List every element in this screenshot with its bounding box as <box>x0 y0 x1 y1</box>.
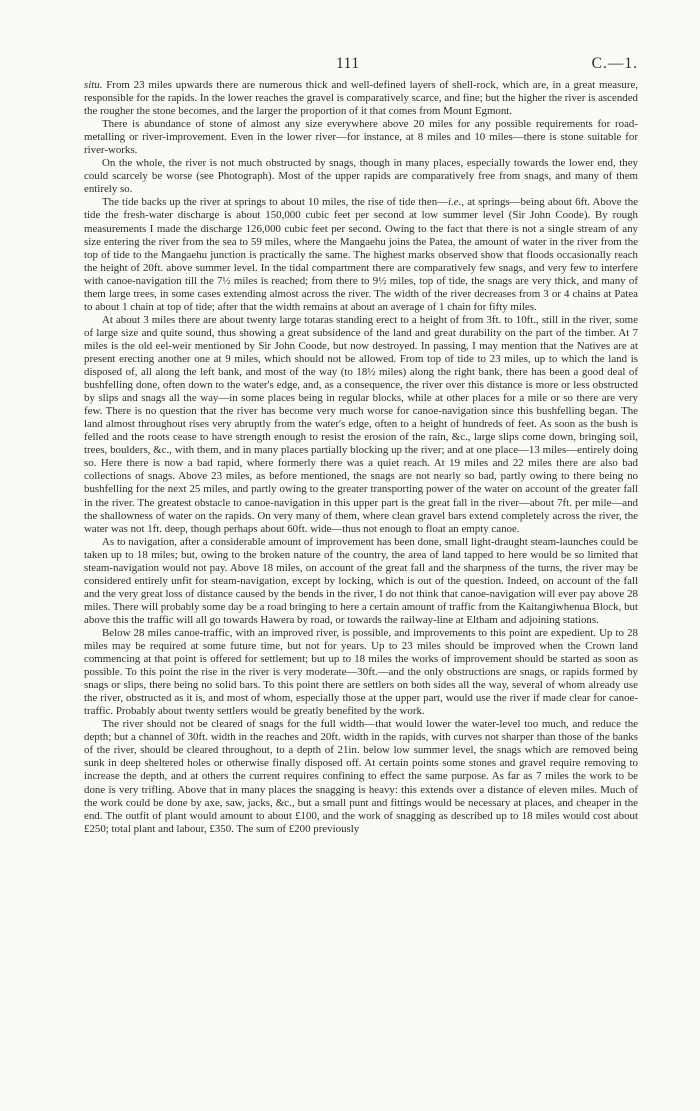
paragraph <box>84 718 638 835</box>
paragraph <box>84 118 638 157</box>
paragraph <box>84 79 638 118</box>
page-header <box>0 55 700 75</box>
italic-abbreviation: i.e. <box>448 196 462 209</box>
paragraph-text: The river should not be cleared of snags for the full width—that would lower the water-level too much, and reduce the depth; but a channel of 30ft. width in the reaches and 20ft. width in the rapids, with curves not sharper than those of the banks of the river, should be cleared throughout, to a depth of 21in. below low summer level, the snags which are removed being sunk in deep sheltered holes or otherwise finally disposed off. At certain points some stones and gravel require removing to increase the depth, and at others the current requires confining to effect the same purpose. As far as 7 miles the work to be done is very trifling. Above that in many places the snagging is heavy: this extends over a distance of eleven miles. Much of the work could be done by axe, saw, jacks, &c., but a small punt and fittings would be necessary at places, and cheaper in the end. The outfit of plant would amount to about £100, and the work of snagging as described up to 18 miles would cost about £250; total plant and labour, £350. The sum of £200 previously <box>84 718 638 835</box>
paragraph <box>84 157 638 196</box>
paragraph-text: , at springs—being about 6ft. Above the tide the fresh-water discharge is about 150,000 cubic feet per second at low summer level (Sir John Coode). By rough measurements I made the discharge 126,000 cubic feet per second. Owing to the fact that there is not a single stream of any size entering the river from the sea to 59 miles, where the Mangaehu joins the Patea, the amount of water in the river from the top of tide to the Mangaehu junction is practically the same. The highest marks observed show that floods occasionally reach the height of 20ft. above summer level. In the tidal compartment there are comparatively few snags, and very few to interfere with canoe-navigation till the 7½ miles is reached; from there to 9½ miles, top of tide, the snags are very thick, and many of them large trees, in some cases extending almost across the river. The width of the river decreases from 3 or 4 chains at Patea to about 1 chain at top of tide; after that the width remains at about an average of 1 chain for fifty miles. <box>84 196 638 313</box>
paragraph-text: On the whole, the river is not much obstructed by snags, though in many places, especially towards the lower end, they could scarcely be worse (see Photograph). Most of the upper rapids are comparatively free from snags, and many of them entirely so. <box>84 157 638 196</box>
paragraph-text: Below 28 miles canoe-traffic, with an improved river, is possible, and improvements to this point are expedient. Up to 28 miles may be required at some future time, but not for years. Up to 23 miles should be improved when the Crown land commencing at that point is offered for settlement; but up to 18 miles the works of improvement should be started as soon as possible. To this point the rise in the river is very moderate—30ft.—and the only obstructions are snags, or rapids formed by snags or slips, there being no solid bars. To this point there are settlers on both sides all the way, several of whom already use the river, obstructed as it is, and most of whom, especially those at the upper part, would use the river if made clear for canoe-traffic. Probably about twenty settlers would be greatly benefited by the work. <box>84 626 638 718</box>
paragraph-text: As to navigation, after a considerable amount of improvement has been done, small light-draught steam-launches could be taken up to 18 miles; but, owing to the broken nature of the country, the area of land tapped to here would be so limited that steam-navigation would not pay. Above 18 miles, on account of the great fall and the sharpness of the turns, the river may be considered entirely unfit for steam-navigation, except by locking, which is out of the question. Indeed, on account of the fall and the very great loss of distance caused by the bends in the river, I do not think that canoe-navigation will ever pay above 28 miles. There will probably some day be a road bringing to here a certain amount of traffic from the Kaitangiwhenua Block, but above this the traffic will all go towards Hawera by road, or towards the railway-line at Eltham and adjoining stations. <box>84 535 638 626</box>
paragraph <box>84 536 638 627</box>
paragraph-text: There is abundance of stone of almost any size everywhere above 20 miles for any possible requirements for road-metalling or river-improvement. Even in the lower river—for instance, at 8 miles and 10 miles—there is stone suitable for river-works. <box>84 118 638 157</box>
body-text <box>84 79 638 836</box>
paragraph-text: The tide backs up the river at springs to about 10 miles, the rise of tide then— <box>102 196 449 209</box>
italic-lead: situ. <box>84 79 103 91</box>
page-number: 111 <box>336 55 360 72</box>
paragraph <box>84 196 638 313</box>
paragraph <box>84 314 638 536</box>
paragraph-text: From 23 miles upwards there are numerous thick and well-defined layers of shell-rock, which are, in a great measure, responsible for the rapids. In the lower reaches the gravel is comparatively scarce, and fine; but the higher the river is ascended the rougher the stone becomes, and the larger the proportion of it that comes from Mount Egmont. <box>84 79 638 118</box>
paragraph-text: At about 3 miles there are about twenty large totaras standing erect to a height of from 3ft. to 10ft., still in the river, some of large size and quite sound, thus showing a great subsidence of the land and great durability on the part of the timber. At 7 miles is the old eel-weir mentioned by Sir John Coode, but now destroyed. In passing, I may mention that the Natives are at present erecting another one at 9 miles, which should not be allowed. From top of tide to 23 miles, up to which the land is disposed of, all along the left bank, and most of the way (to 18½ miles) along the right bank, there has been a good deal of bushfelling done, often down to the water's edge, and, as a consequence, the river over this distance is more or less obstructed by slips and snags all the way—in some places being in regular blocks, while at other places for a mile or so there are very few. There is no question that the river has become very much worse for canoe-navigation since this bushfelling began. The land almost throughout rises very abruptly from the water's edge, often to a height of hundreds of feet. As soon as the bush is felled and the roots cease to have strength enough to resist the erosion of the rain, &c., large slips come down, bringing soil, trees, boulders, &c., with them, and in many places partially blocking up the river; and at one place—13 miles—entirely doing so. Here there is now a bad rapid, where formerly there was a quiet reach. At 19 miles and 22 miles there are also bad collections of snags. Above 23 miles, as before mentioned, the snags are not nearly so bad, partly owing to there being no bushfelling for the next 25 miles, and partly owing to the greater transporting power of the water on account of the greater fall in the river. The greatest obstacle to canoe-navigation in this upper part is the great fall in the river—about 7ft. per mile—and the shallowness of water on the rapids. On very many of them, where clean gravel bars extend completely across the river, the water was not 1ft. deep, though perhaps about 60ft. wide—thus not enough to float an empty canoe. <box>84 313 638 535</box>
document-reference: C.—1. <box>591 55 638 72</box>
paragraph <box>84 627 638 718</box>
